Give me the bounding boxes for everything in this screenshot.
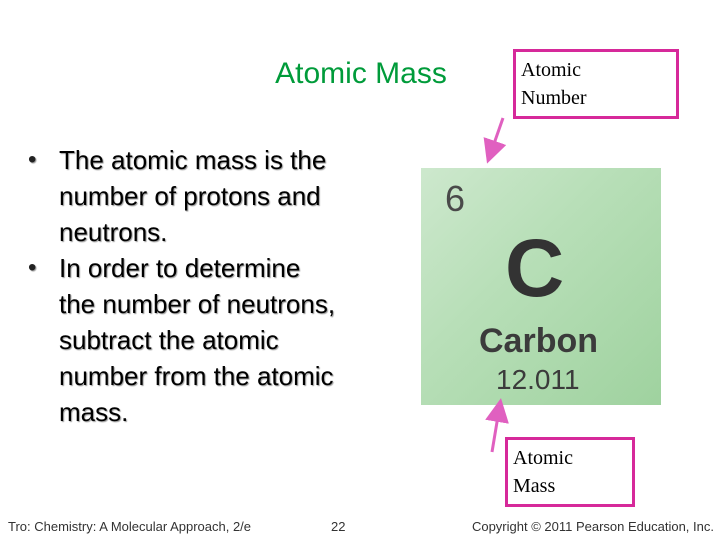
- bullet-line: number of protons and: [59, 181, 321, 211]
- atomic-number-callout: [513, 49, 679, 119]
- element-tile: [421, 168, 661, 405]
- bullet-item: [28, 142, 408, 250]
- arrow-to-atomic-number: [489, 118, 503, 158]
- bullet-line: subtract the atomic: [59, 325, 279, 355]
- element-atomic-mass: 12.011: [496, 364, 580, 395]
- bullet-list: [28, 142, 408, 430]
- bullet-item: [28, 250, 408, 430]
- atomic-mass-callout: [505, 437, 635, 507]
- footer-copyright: Copyright © 2011 Pearson Education, Inc.: [471, 519, 714, 534]
- element-symbol: C: [505, 223, 565, 314]
- footer-book-title: Tro: Chemistry: A Molecular Approach, 2/e: [8, 519, 252, 534]
- callout-line: Atomic: [513, 447, 573, 469]
- callout-line: Mass: [513, 475, 556, 497]
- bullet-line: neutrons.: [59, 217, 168, 247]
- bullet-line: In order to determine: [59, 253, 301, 283]
- callout-line: Atomic: [521, 59, 581, 81]
- element-name: Carbon: [479, 322, 598, 360]
- bullet-line: mass.: [59, 397, 129, 427]
- callout-line: Number: [521, 87, 587, 109]
- bullet-line: number from the atomic: [59, 361, 334, 391]
- bullet-icon: •: [28, 146, 37, 173]
- element-atomic-number: 6: [445, 178, 466, 219]
- bullet-icon: •: [28, 254, 37, 281]
- slide-title: Atomic Mass: [275, 57, 447, 90]
- footer-page-number: 22: [331, 519, 346, 534]
- arrow-to-atomic-mass: [492, 404, 500, 452]
- bullet-line: the number of neutrons,: [59, 289, 336, 319]
- bullet-line: The atomic mass is the: [59, 145, 327, 175]
